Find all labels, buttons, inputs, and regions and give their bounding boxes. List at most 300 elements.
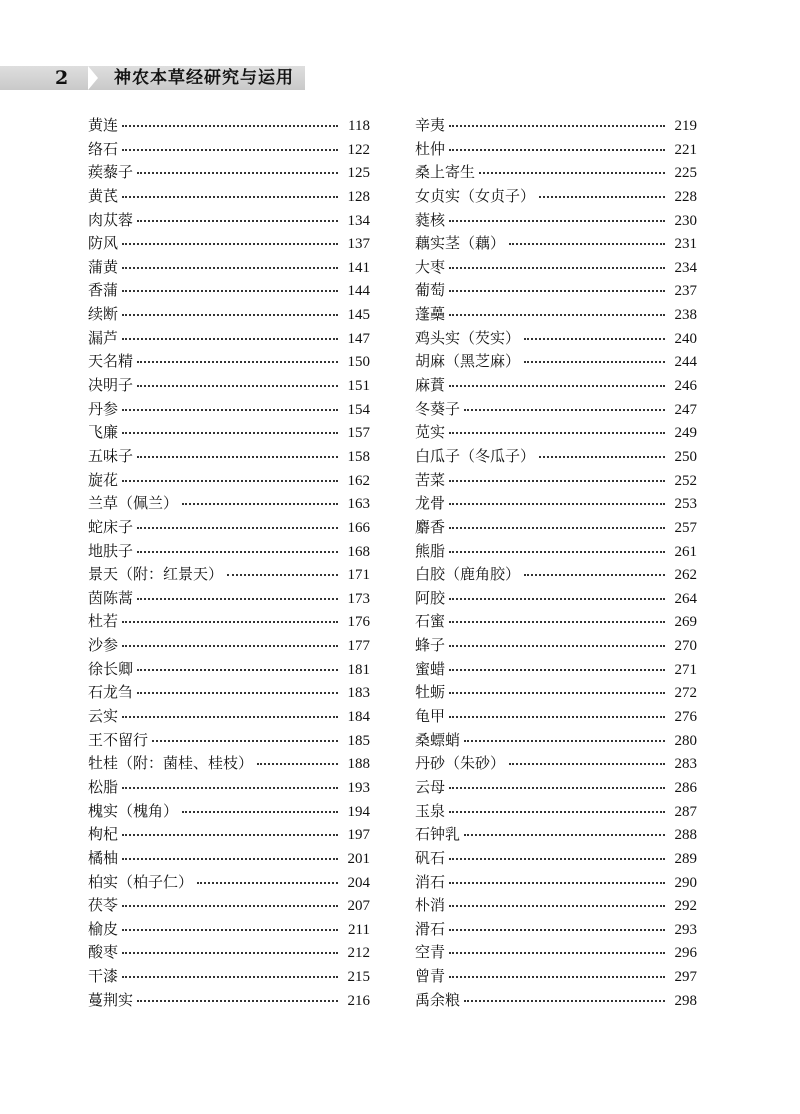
toc-entry-page: 297 xyxy=(674,969,697,986)
toc-entry-title: 苦菜 xyxy=(415,470,446,489)
toc-leader-dots xyxy=(122,289,338,292)
toc-entry-page: 296 xyxy=(674,945,697,962)
toc-entry-page: 292 xyxy=(674,898,697,915)
toc-entry-page: 271 xyxy=(674,661,697,678)
toc-column-left xyxy=(88,114,370,1012)
toc-leader-dots xyxy=(122,644,338,647)
toc-entry-page: 185 xyxy=(347,732,370,749)
toc-entry-title: 杜仲 xyxy=(415,139,446,158)
toc-entry-title: 蜜蜡 xyxy=(415,659,446,678)
toc-leader-dots xyxy=(122,479,338,482)
toc-entry-page: 270 xyxy=(674,638,697,655)
toc-entry[interactable] xyxy=(415,823,697,847)
toc-entry[interactable] xyxy=(415,161,697,185)
toc-entry-title: 黄连 xyxy=(88,116,119,134)
toc-entry-page: 216 xyxy=(347,992,370,1009)
toc-entry-title: 朴消 xyxy=(415,896,446,915)
toc-entry-title: 龙骨 xyxy=(415,494,446,513)
toc-entry[interactable] xyxy=(88,374,370,398)
toc-entry[interactable] xyxy=(88,114,370,138)
toc-entry-page: 166 xyxy=(347,519,370,536)
toc-entry[interactable] xyxy=(415,398,697,422)
toc-entry-title: 玉泉 xyxy=(415,801,446,820)
toc-entry-title: 蜂子 xyxy=(415,636,446,655)
toc-leader-dots xyxy=(137,999,338,1002)
toc-leader-dots xyxy=(509,242,665,245)
toc-entry[interactable] xyxy=(88,540,370,564)
toc-entry[interactable] xyxy=(415,303,697,327)
toc-entry-title: 茵陈蒿 xyxy=(88,588,134,607)
toc-entry-page: 150 xyxy=(347,354,370,371)
toc-entry-page: 201 xyxy=(347,850,370,867)
toc-entry[interactable] xyxy=(88,303,370,327)
toc-entry-title: 漏芦 xyxy=(88,328,119,347)
toc-entry[interactable] xyxy=(88,563,370,587)
toc-entry[interactable] xyxy=(415,776,697,800)
toc-entry-page: 221 xyxy=(674,141,697,158)
toc-entry-title: 飞廉 xyxy=(88,423,119,442)
toc-leader-dots xyxy=(479,171,665,174)
toc-entry-page: 197 xyxy=(347,827,370,844)
toc-leader-dots xyxy=(449,644,665,647)
toc-entry-page: 287 xyxy=(674,803,697,820)
toc-entry-title: 五味子 xyxy=(88,446,134,465)
toc-entry-title: 桑螵蛸 xyxy=(415,730,461,749)
toc-entry[interactable] xyxy=(415,965,697,989)
toc-leader-dots xyxy=(449,502,665,505)
toc-entry-page: 141 xyxy=(347,259,370,276)
toc-entry[interactable] xyxy=(415,350,697,374)
toc-leader-dots xyxy=(137,668,338,671)
toc-entry[interactable] xyxy=(88,941,370,965)
toc-entry[interactable] xyxy=(88,871,370,895)
toc-leader-dots xyxy=(449,881,665,884)
toc-entry-title: 徐长卿 xyxy=(88,659,134,678)
toc-leader-dots xyxy=(182,502,338,505)
toc-entry-title: 蛇床子 xyxy=(88,517,134,536)
toc-entry-page: 188 xyxy=(347,756,370,773)
toc-entry-page: 252 xyxy=(674,472,697,489)
toc-entry-title: 石钟乳 xyxy=(415,825,461,844)
toc-entry[interactable] xyxy=(88,350,370,374)
toc-entry-page: 283 xyxy=(674,756,697,773)
toc-leader-dots xyxy=(122,833,338,836)
toc-leader-dots xyxy=(182,810,338,813)
toc-leader-dots xyxy=(449,904,665,907)
toc-leader-dots xyxy=(449,928,665,931)
toc-entry[interactable] xyxy=(88,800,370,824)
page-number: 2 xyxy=(55,67,69,89)
toc-entry[interactable] xyxy=(88,587,370,611)
toc-entry-title: 麻蕡 xyxy=(415,376,446,395)
toc-leader-dots xyxy=(122,242,338,245)
toc-entry-page: 230 xyxy=(674,212,697,229)
toc-entry-page: 244 xyxy=(674,354,697,371)
toc-entry-page: 228 xyxy=(674,188,697,205)
toc-entry[interactable] xyxy=(88,279,370,303)
toc-leader-dots xyxy=(122,431,338,434)
toc-entry[interactable] xyxy=(415,492,697,516)
toc-entry-title: 香蒲 xyxy=(88,281,119,300)
toc-entry-page: 262 xyxy=(674,567,697,584)
toc-entry-title: 黄芪 xyxy=(88,186,119,205)
toc-entry-title: 辛夷 xyxy=(415,116,446,134)
toc-entry[interactable] xyxy=(415,327,697,351)
toc-entry-page: 253 xyxy=(674,496,697,513)
toc-entry-page: 272 xyxy=(674,685,697,702)
toc-entry-title: 续断 xyxy=(88,305,119,324)
toc-entry-title: 蒺藜子 xyxy=(88,163,134,182)
toc-entry[interactable] xyxy=(88,894,370,918)
toc-entry-page: 219 xyxy=(674,118,697,134)
toc-entry-title: 曾青 xyxy=(415,967,446,986)
toc-leader-dots xyxy=(464,999,665,1002)
toc-entry-page: 181 xyxy=(347,661,370,678)
toc-entry-title: 丹参 xyxy=(88,399,119,418)
toc-entry-page: 183 xyxy=(347,685,370,702)
toc-leader-dots xyxy=(524,573,665,576)
toc-entry[interactable] xyxy=(415,209,697,233)
toc-entry[interactable] xyxy=(415,658,697,682)
toc-entry[interactable] xyxy=(88,823,370,847)
toc-entry[interactable] xyxy=(88,492,370,516)
toc-entry[interactable] xyxy=(88,681,370,705)
toc-entry[interactable] xyxy=(415,563,697,587)
toc-leader-dots xyxy=(122,786,338,789)
toc-entry-title: 蓬蘽 xyxy=(415,305,446,324)
toc-entry[interactable] xyxy=(415,469,697,493)
toc-leader-dots xyxy=(449,431,665,434)
toc-entry-title: 石龙刍 xyxy=(88,683,134,702)
toc-entry-page: 194 xyxy=(347,803,370,820)
toc-entry[interactable] xyxy=(415,729,697,753)
toc-entry-page: 215 xyxy=(347,969,370,986)
toc-leader-dots xyxy=(122,124,338,127)
toc-entry-title: 肉苁蓉 xyxy=(88,210,134,229)
toc-entry-page: 250 xyxy=(674,448,697,465)
toc-entry-page: 145 xyxy=(347,307,370,324)
toc-entry[interactable] xyxy=(88,161,370,185)
toc-leader-dots xyxy=(449,550,665,553)
toc-leader-dots xyxy=(197,881,338,884)
toc-leader-dots xyxy=(257,762,338,765)
toc-entry-title: 牡桂（附：菌桂、桂枝） xyxy=(88,754,254,773)
toc-entry-title: 白胶（鹿角胶） xyxy=(415,565,521,584)
toc-entry-page: 237 xyxy=(674,283,697,300)
toc-leader-dots xyxy=(449,691,665,694)
toc-entry[interactable] xyxy=(88,138,370,162)
toc-entry[interactable] xyxy=(415,634,697,658)
toc-entry-title: 蒲黄 xyxy=(88,257,119,276)
toc-leader-dots xyxy=(464,408,665,411)
toc-entry[interactable] xyxy=(88,989,370,1013)
toc-entry-title: 熊脂 xyxy=(415,541,446,560)
toc-entry[interactable] xyxy=(415,752,697,776)
toc-leader-dots xyxy=(137,526,338,529)
toc-entry-title: 禹余粮 xyxy=(415,990,461,1009)
toc-leader-dots xyxy=(122,857,338,860)
toc-entry-page: 240 xyxy=(674,330,697,347)
toc-entry-page: 177 xyxy=(347,638,370,655)
toc-entry-title: 王不留行 xyxy=(88,730,149,749)
toc-entry-page: 289 xyxy=(674,850,697,867)
toc-entry[interactable] xyxy=(88,398,370,422)
toc-entry[interactable] xyxy=(415,705,697,729)
toc-leader-dots xyxy=(449,668,665,671)
toc-entry-page: 286 xyxy=(674,779,697,796)
toc-entry-page: 276 xyxy=(674,709,697,726)
toc-leader-dots xyxy=(137,691,338,694)
toc-leader-dots xyxy=(449,810,665,813)
toc-leader-dots xyxy=(122,928,338,931)
toc-entry-page: 184 xyxy=(347,709,370,726)
toc-leader-dots xyxy=(137,360,338,363)
toc-leader-dots xyxy=(449,786,665,789)
toc-entry-title: 云实 xyxy=(88,707,119,726)
toc-leader-dots xyxy=(464,833,665,836)
toc-entry-title: 地肤子 xyxy=(88,541,134,560)
toc-entry[interactable] xyxy=(415,918,697,942)
toc-entry-page: 163 xyxy=(347,496,370,513)
toc-leader-dots xyxy=(449,975,665,978)
toc-entry[interactable] xyxy=(415,185,697,209)
toc-leader-dots xyxy=(122,715,338,718)
toc-entry[interactable] xyxy=(88,209,370,233)
toc-entry-title: 榆皮 xyxy=(88,919,119,938)
toc-entry[interactable] xyxy=(415,610,697,634)
toc-entry-title: 枸杞 xyxy=(88,825,119,844)
toc-entry-title: 沙参 xyxy=(88,636,119,655)
toc-leader-dots xyxy=(122,148,338,151)
toc-entry-title: 松脂 xyxy=(88,777,119,796)
toc-leader-dots xyxy=(122,337,338,340)
toc-entry-page: 298 xyxy=(674,992,697,1009)
toc-entry-page: 247 xyxy=(674,401,697,418)
toc-entry-title: 茯苓 xyxy=(88,896,119,915)
toc-entry-page: 154 xyxy=(347,401,370,418)
toc-entry-page: 257 xyxy=(674,519,697,536)
toc-entry-page: 225 xyxy=(674,165,697,182)
toc-leader-dots xyxy=(539,455,665,458)
header-chevron-decoration xyxy=(88,66,98,90)
toc-entry-page: 144 xyxy=(347,283,370,300)
toc-entry-page: 162 xyxy=(347,472,370,489)
toc-leader-dots xyxy=(524,360,665,363)
toc-entry-title: 龟甲 xyxy=(415,707,446,726)
toc-entry[interactable] xyxy=(415,941,697,965)
toc-entry-title: 藕实茎（藕） xyxy=(415,234,506,253)
book-title: 神农本草经研究与运用 xyxy=(114,68,294,88)
toc-entry-page: 264 xyxy=(674,590,697,607)
toc-entry[interactable] xyxy=(415,894,697,918)
toc-leader-dots xyxy=(524,337,665,340)
toc-entry[interactable] xyxy=(415,279,697,303)
toc-entry-title: 牡蛎 xyxy=(415,683,446,702)
toc-entry-title: 石蜜 xyxy=(415,612,446,631)
toc-entry[interactable] xyxy=(88,705,370,729)
toc-entry[interactable] xyxy=(415,871,697,895)
toc-entry[interactable] xyxy=(415,374,697,398)
toc-column-right xyxy=(415,114,697,1012)
toc-entry[interactable] xyxy=(415,847,697,871)
toc-entry[interactable] xyxy=(88,729,370,753)
toc-leader-dots xyxy=(137,597,338,600)
toc-leader-dots xyxy=(449,597,665,600)
toc-entry[interactable] xyxy=(88,445,370,469)
toc-entry-title: 云母 xyxy=(415,777,446,796)
toc-entry-page: 158 xyxy=(347,448,370,465)
toc-leader-dots xyxy=(449,526,665,529)
toc-leader-dots xyxy=(449,313,665,316)
toc-entry[interactable] xyxy=(88,658,370,682)
toc-entry-page: 125 xyxy=(347,165,370,182)
toc-entry-title: 兰草（佩兰） xyxy=(88,494,179,513)
toc-entry[interactable] xyxy=(415,138,697,162)
toc-entry-title: 阿胶 xyxy=(415,588,446,607)
toc-leader-dots xyxy=(449,384,665,387)
toc-entry[interactable] xyxy=(88,421,370,445)
toc-leader-dots xyxy=(137,384,338,387)
toc-entry[interactable] xyxy=(88,327,370,351)
toc-leader-dots xyxy=(449,266,665,269)
toc-entry-title: 杜若 xyxy=(88,612,119,631)
toc-leader-dots xyxy=(449,124,665,127)
toc-leader-dots xyxy=(122,951,338,954)
toc-entry-page: 137 xyxy=(347,236,370,253)
toc-entry-title: 胡麻（黑芝麻） xyxy=(415,352,521,371)
toc-entry[interactable] xyxy=(88,965,370,989)
toc-leader-dots xyxy=(449,219,665,222)
toc-entry-title: 橘柚 xyxy=(88,848,119,867)
toc-entry-page: 193 xyxy=(347,779,370,796)
toc-entry-title: 麝香 xyxy=(415,517,446,536)
toc-entry-page: 293 xyxy=(674,921,697,938)
toc-entry-title: 桑上寄生 xyxy=(415,163,476,182)
toc-leader-dots xyxy=(122,195,338,198)
toc-leader-dots xyxy=(449,148,665,151)
toc-leader-dots xyxy=(137,550,338,553)
toc-entry[interactable] xyxy=(415,232,697,256)
toc-entry-page: 249 xyxy=(674,425,697,442)
toc-entry-page: 204 xyxy=(347,874,370,891)
toc-entry[interactable] xyxy=(88,634,370,658)
toc-entry-title: 白瓜子（冬瓜子） xyxy=(415,446,536,465)
toc-entry[interactable] xyxy=(88,610,370,634)
toc-entry-page: 176 xyxy=(347,614,370,631)
toc-leader-dots xyxy=(122,313,338,316)
toc-entry[interactable] xyxy=(88,469,370,493)
toc-entry-page: 207 xyxy=(347,898,370,915)
toc-leader-dots xyxy=(122,266,338,269)
toc-entry-page: 151 xyxy=(347,378,370,395)
toc-entry[interactable] xyxy=(415,256,697,280)
toc-entry-title: 女贞实（女贞子） xyxy=(415,186,536,205)
toc-entry[interactable] xyxy=(415,445,697,469)
toc-entry-title: 苋实 xyxy=(415,423,446,442)
toc-entry-title: 旋花 xyxy=(88,470,119,489)
toc-entry-title: 丹砂（朱砂） xyxy=(415,754,506,773)
toc-entry-page: 211 xyxy=(348,921,370,938)
toc-entry[interactable] xyxy=(88,256,370,280)
toc-entry-title: 干漆 xyxy=(88,967,119,986)
toc-entry-page: 269 xyxy=(674,614,697,631)
toc-entry[interactable] xyxy=(88,185,370,209)
toc-entry-page: 147 xyxy=(347,330,370,347)
toc-entry-page: 238 xyxy=(674,307,697,324)
toc-leader-dots xyxy=(449,715,665,718)
toc-entry-title: 葡萄 xyxy=(415,281,446,300)
toc-entry-title: 冬葵子 xyxy=(415,399,461,418)
toc-entry[interactable] xyxy=(415,516,697,540)
toc-entry-page: 290 xyxy=(674,874,697,891)
toc-entry-title: 矾石 xyxy=(415,848,446,867)
toc-entry-title: 滑石 xyxy=(415,919,446,938)
toc-entry-title: 槐实（槐角） xyxy=(88,801,179,820)
toc-entry-page: 171 xyxy=(347,567,370,584)
toc-entry-page: 168 xyxy=(347,543,370,560)
toc-entry-title: 决明子 xyxy=(88,376,134,395)
toc-entry[interactable] xyxy=(88,516,370,540)
toc-entry-page: 118 xyxy=(348,118,370,134)
toc-leader-dots xyxy=(464,739,665,742)
toc-entry-title: 柏实（柏子仁） xyxy=(88,872,194,891)
toc-leader-dots xyxy=(449,479,665,482)
toc-leader-dots xyxy=(122,408,338,411)
toc-entry[interactable] xyxy=(88,847,370,871)
toc-leader-dots xyxy=(509,762,665,765)
toc-entry-page: 231 xyxy=(674,236,697,253)
toc-entry-title: 络石 xyxy=(88,139,119,158)
toc-entry[interactable] xyxy=(415,114,697,138)
toc-entry[interactable] xyxy=(88,752,370,776)
toc-leader-dots xyxy=(122,904,338,907)
toc-entry-page: 246 xyxy=(674,378,697,395)
toc-entry-page: 234 xyxy=(674,259,697,276)
toc-entry[interactable] xyxy=(415,989,697,1013)
toc-entry-page: 212 xyxy=(347,945,370,962)
toc-leader-dots xyxy=(449,289,665,292)
toc-entry-title: 消石 xyxy=(415,872,446,891)
toc-entry-title: 蕤核 xyxy=(415,210,446,229)
toc-entry-title: 景天（附：红景天） xyxy=(88,565,224,584)
toc-leader-dots xyxy=(137,219,338,222)
toc-entry-title: 鸡头实（芡实） xyxy=(415,328,521,347)
toc-entry-page: 122 xyxy=(347,141,370,158)
toc-leader-dots xyxy=(137,171,338,174)
toc-entry-title: 天名精 xyxy=(88,352,134,371)
toc-entry[interactable] xyxy=(88,776,370,800)
toc-leader-dots xyxy=(449,951,665,954)
toc-entry-page: 173 xyxy=(347,590,370,607)
toc-entry-page: 128 xyxy=(347,188,370,205)
toc-entry[interactable] xyxy=(415,681,697,705)
toc-entry[interactable] xyxy=(88,918,370,942)
toc-entry-title: 大枣 xyxy=(415,257,446,276)
toc-entry[interactable] xyxy=(415,540,697,564)
toc-entry[interactable] xyxy=(415,421,697,445)
toc-entry-page: 261 xyxy=(674,543,697,560)
toc-entry[interactable] xyxy=(88,232,370,256)
toc-leader-dots xyxy=(152,739,338,742)
toc-leader-dots xyxy=(137,455,338,458)
toc-leader-dots xyxy=(227,573,338,576)
toc-leader-dots xyxy=(449,620,665,623)
toc-entry[interactable] xyxy=(415,587,697,611)
toc-entry-title: 酸枣 xyxy=(88,943,119,962)
toc-leader-dots xyxy=(122,975,338,978)
toc-entry[interactable] xyxy=(415,800,697,824)
toc-entry-title: 蔓荆实 xyxy=(88,990,134,1009)
